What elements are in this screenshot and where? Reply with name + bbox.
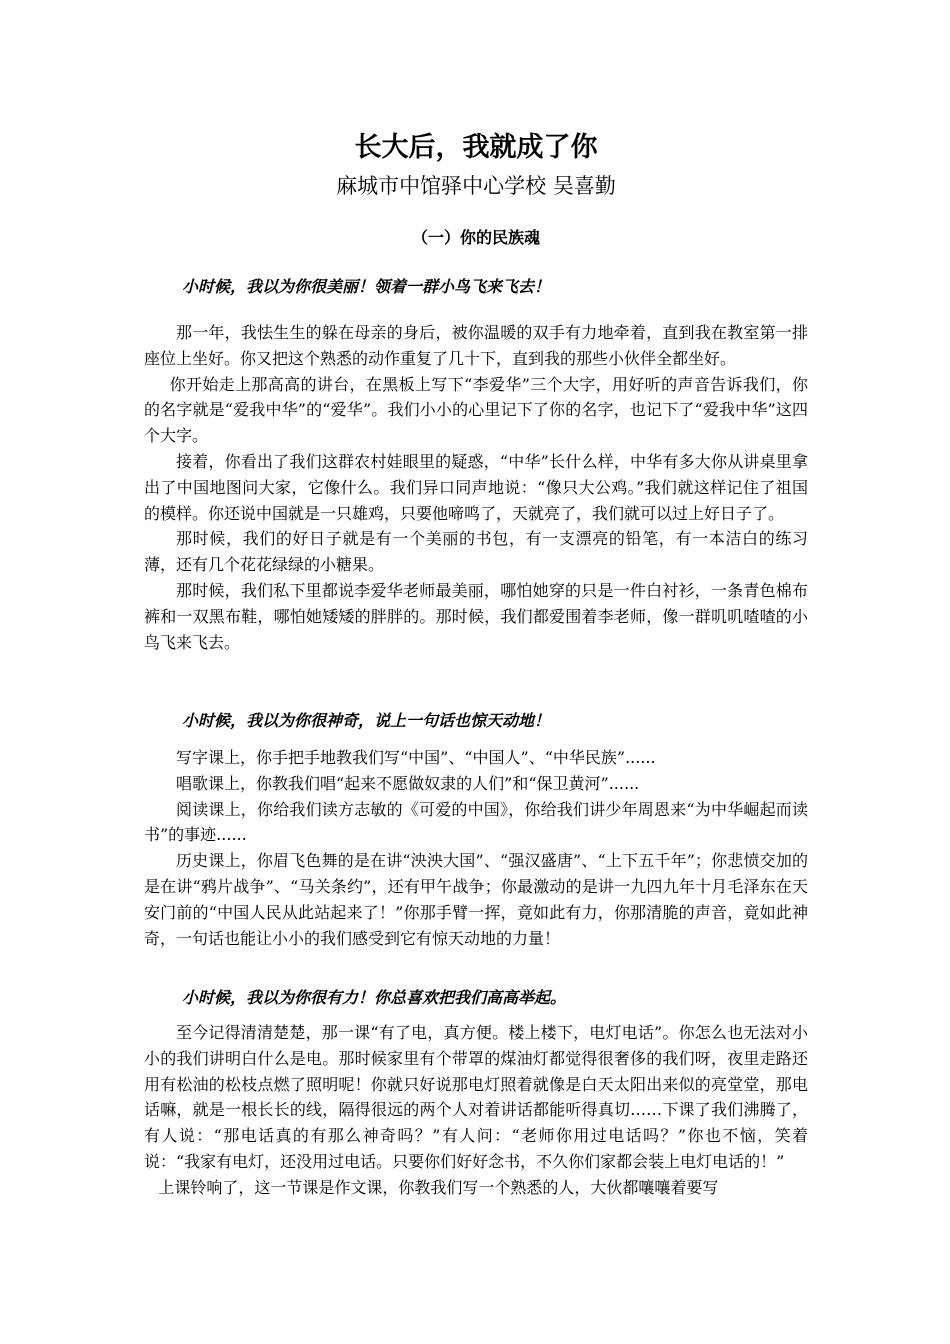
part1-body — [144, 320, 808, 655]
paragraph: 那一年，我怯生生的躲在母亲的身后，被你温暖的双手有力地牵着，直到我在教室第一排座位上坐好。你又把这个熟悉的动作重复了几十下，直到我的那些小伙伴全都坐好。 — [144, 323, 808, 368]
author-line: 麻城市中馆驿中心学校 吴喜勤 — [336, 174, 616, 198]
paragraph: 阅读课上，你给我们读方志敏的《可爱的中国》，你给我们讲少年周恩来“为中华崛起而读书”的事迹...... — [144, 799, 808, 845]
paragraph: 接着，你看出了我们这群农村娃眼里的疑惑，“中华”长什么样，中华有多大你从讲桌里拿出了中国地图问大家，它像什么。我们异口同声地说：“像只大公鸡。”我们就这样记住了祖国的模样。你还说中国就是一只雄鸡，只要他啼鸣了，天就亮了，我们就可以过上好日子了。 — [144, 451, 808, 523]
paragraph: 你开始走上那高高的讲台，在黑板上写下“李爱华”三个大字，用好听的声音告诉我们，你的名字就是“爱我中华”的“爱华”。我们小小的心里记下了你的名字，也记下了“爱我中华”这四个大字。 — [144, 374, 808, 446]
subheading-1: 小时候，我以为你很美丽！领着一群小鸟飞来飞去！ — [182, 277, 551, 296]
paragraph: 历史课上，你眉飞色舞的是在讲“泱泱大国”、“强汉盛唐”、“上下五千年”；你悲愤交加的是在讲“鸦片战争”、“马关条约”，还有甲午战争；你最激动的是讲一九四九年十月毛泽东在天安门前的“中国人民从此站起来了！”你那手臂一挥，竟如此有力，你那清脆的声音，竟如此神奇，一句话也能让小小的我们感受到它有惊天动地的力量！ — [144, 851, 808, 948]
paragraph: 至今记得清清楚楚，那一课“有了电，真方便。楼上楼下，电灯电话”。你怎么也无法对小小的我们讲明白什么是电。那时候家里有个带罩的煤油灯都觉得很奢侈的我们呀，夜里走路还用有松油的松枝点燃了照明呢！你就只好说那电灯照着就像是白天太阳出来似的亮堂堂，那电话嘛，就是一根长长的线，隔得很远的两个人对着讲话都能听得真切……下课了我们沸腾了，有人说：“那电话真的有那么神奇吗？”有人问：“老师你用过电话吗？”你也不恼，笑着说：“我家有电灯，还没用过电话。只要你们好好念书，不久你们家都会装上电灯电话的！” — [144, 1023, 808, 1171]
paragraph: 写字课上，你手把手地教我们写“中国”、“中国人”、“中华民族”...... — [176, 748, 656, 767]
part2-body — [144, 745, 808, 951]
section-heading: （一）你的民族魂 — [411, 228, 540, 247]
subheading-2: 小时候，我以为你很神奇，说上一句话也惊天动地！ — [182, 711, 551, 730]
subheading-3: 小时候，我以为你很有力！你总喜欢把我们高高举起。 — [182, 988, 567, 1007]
paragraph: 上课铃响了，这一节课是作文课，你教我们写一个熟悉的人，大伙都嚷嚷着要写 — [158, 1177, 719, 1197]
paragraph: 那时候，我们私下里都说李爱华老师最美丽，哪怕她穿的只是一件白衬衫，一条青色棉布裤和一双黑布鞋，哪怕她矮矮的胖胖的。那时候，我们都爱围着李老师，像一群叽叽喳喳的小鸟飞来飞去。 — [144, 580, 808, 652]
document-title: 长大后，我就成了你 — [354, 132, 598, 163]
paragraph: 那时候，我们的好日子就是有一个美丽的书包，有一支漂亮的铅笔，有一本洁白的练习薄，还有几个花花绿绿的小糖果。 — [144, 529, 808, 575]
paragraph: 唱歌课上，你教我们唱“起来不愿做奴隶的人们”和“保卫黄河”...... — [176, 773, 640, 793]
part3-body — [144, 1020, 808, 1201]
